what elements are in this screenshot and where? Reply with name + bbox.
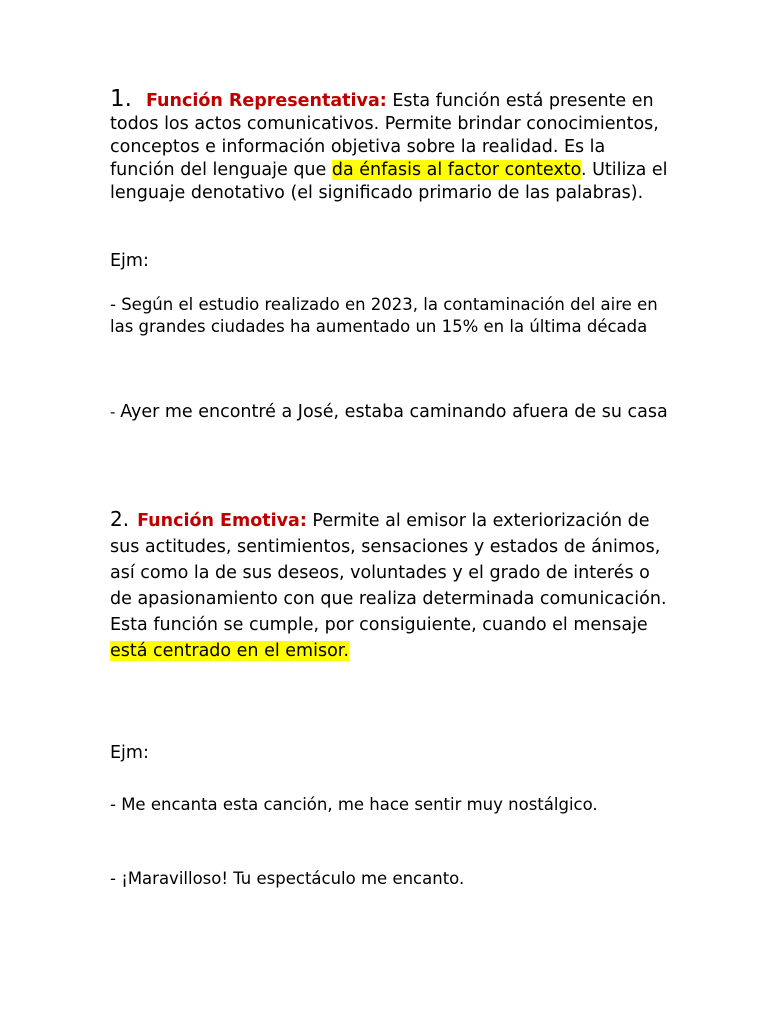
section-body: Permite al emisor la exteriorización de sus actitudes, sentimientos, sensaciones y estados de ánimos, así como la de sus deseos, voluntades y el grado de interés o de apasionamiento con que realiza determinada comunicación. Esta función se cumple, por consiguiente, cuando el mensaje — [110, 511, 667, 635]
section-number: 1. — [110, 86, 132, 112]
example-item: - ¡Maravilloso! Tu espectáculo me encanto. — [110, 869, 465, 888]
example-dash: - — [110, 403, 121, 421]
section-emotiva — [110, 506, 670, 664]
section-body: Esta función está presente en todos los actos comunicativos. Permite brindar conocimientos, conceptos e información objetiva sobre la realidad. Es la función del lenguaje que — [110, 91, 659, 180]
example-label: Ejm: — [110, 743, 149, 763]
section-title: Función Representativa: — [145, 91, 387, 111]
highlighted-text: está centrado en el emisor. — [110, 641, 349, 661]
example-label: Ejm: — [110, 251, 149, 271]
example-text: Ayer me encontré a José, estaba caminando afuera de su casa — [120, 402, 668, 422]
highlighted-text: da énfasis al factor contexto — [331, 160, 581, 180]
example-item — [110, 399, 670, 425]
section-title: Función Emotiva: — [137, 511, 307, 531]
section-number: 2. — [110, 507, 130, 531]
example-item: - Según el estudio realizado en 2023, la contaminación del aire en las grandes ciudades ha aumentado un 15% en la última década — [110, 295, 658, 336]
example-item: - Me encanta esta canción, me hace sentir muy nostálgico. — [110, 795, 598, 814]
section-representativa — [110, 88, 670, 205]
section-body-end: . Utiliza el lenguaje denotativo (el significado primario de las palabras). — [110, 160, 668, 203]
